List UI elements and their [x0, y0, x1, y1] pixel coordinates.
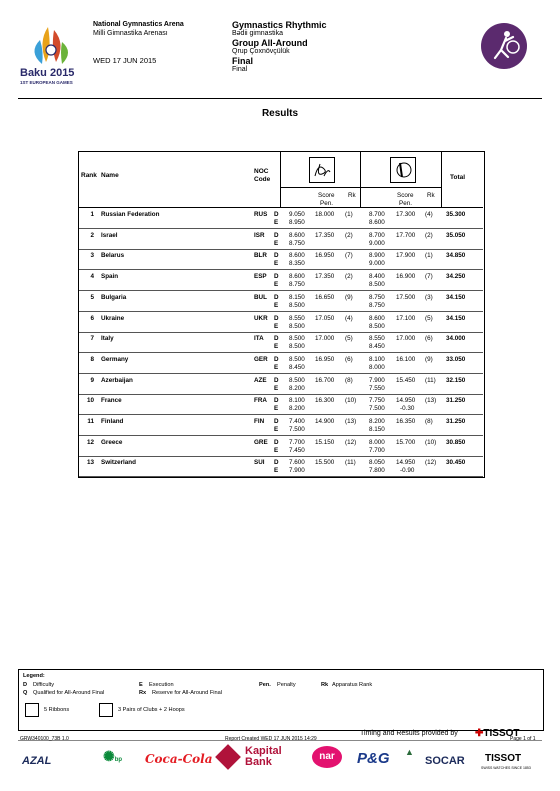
col-rank: Rank	[81, 172, 97, 179]
cell-a2-rk: (3)	[425, 293, 433, 301]
cell-a1-score: 15.500	[315, 459, 335, 467]
cell-a2-score: 17.300	[396, 211, 416, 218]
table-row	[79, 229, 483, 250]
table-row	[79, 208, 483, 229]
cell-a2-d: 7.900	[369, 376, 385, 384]
difficulty-label: D	[274, 355, 279, 363]
execution-label: E	[274, 343, 279, 351]
cell-rank: 7	[90, 335, 94, 343]
tissot-logo: ✚TISSOT	[475, 728, 520, 739]
cell-a1-rk: (12)	[345, 438, 357, 446]
cell-a1-score: 16.700	[315, 376, 335, 384]
legend-key: Rx	[139, 690, 147, 696]
cell-name: Belarus	[101, 252, 125, 260]
cell-total: 31.250	[446, 397, 466, 405]
cell-total: 34.250	[446, 273, 466, 281]
cell-a2-pen: -0.90	[400, 467, 415, 475]
cell-a1-rk: (2)	[345, 231, 353, 239]
table-row	[79, 249, 483, 270]
cell-a2-score: 17.700	[396, 231, 416, 239]
table-row	[79, 312, 483, 333]
cell-a1-d: 8.600	[289, 252, 305, 260]
cell-noc: BUL	[254, 293, 267, 301]
cell-rank: 13	[86, 459, 94, 467]
cell-a2-score: 15.700	[396, 438, 416, 446]
legend-text: Reserve for All-Around Final	[152, 690, 222, 696]
ribbons-icon	[25, 703, 39, 717]
cell-a1-score: 16.650	[315, 293, 335, 301]
cell-a1-score: 16.950	[315, 355, 335, 363]
legend-text: Qualified for All-Around Final	[33, 690, 105, 696]
legend-text: Execution	[149, 682, 174, 688]
cell-a1-e: 7.500	[289, 426, 305, 433]
sport-title: Gymnastics Rhythmic	[232, 20, 327, 30]
cell-a2-e: 9.000	[369, 239, 385, 247]
cell-rank: 3	[90, 252, 94, 260]
cell-a2-score: 15.450	[396, 376, 416, 384]
cell-rank: 5	[90, 293, 94, 301]
cell-a2-d: 8.050	[369, 459, 385, 467]
cell-a1-d: 8.500	[289, 355, 305, 363]
cell-a1-d: 9.050	[289, 211, 305, 218]
event-title: Group All-Around	[232, 38, 308, 48]
sponsor-nar: nar	[312, 746, 342, 768]
difficulty-label: D	[274, 252, 279, 260]
cell-total: 34.150	[446, 314, 466, 322]
cell-a2-e: 7.500	[369, 405, 385, 413]
cell-rank: 10	[86, 397, 94, 405]
legend-key: D	[23, 682, 28, 688]
cell-rank: 11	[87, 418, 94, 425]
a1-pen-head: Pen.	[320, 200, 333, 207]
cell-name: Greece	[101, 438, 123, 446]
sponsor-socar: SOCAR	[425, 755, 465, 767]
logo-subtext: 1ST EUROPEAN GAMES	[20, 80, 73, 85]
cell-a2-score: 17.100	[396, 314, 416, 322]
cell-a1-rk: (11)	[345, 459, 356, 467]
cell-a2-e: 7.550	[369, 384, 385, 392]
a2-score-head: Score	[397, 192, 414, 199]
difficulty-label: D	[274, 211, 279, 218]
sponsor-kapital-bank: Kapital Bank	[245, 745, 282, 768]
execution-label: E	[274, 239, 279, 247]
cell-a2-e: 8.600	[369, 219, 385, 226]
cell-name: Azerbaijan	[101, 376, 133, 384]
cell-a2-score: 17.900	[396, 252, 416, 260]
cell-a1-rk: (2)	[345, 273, 353, 281]
cell-rank: 9	[90, 376, 94, 384]
sport-title-local: Bədii gimnastika	[232, 29, 283, 37]
execution-label: E	[274, 363, 279, 371]
header-divider	[18, 98, 542, 99]
cell-a2-rk: (4)	[425, 211, 433, 218]
cell-name: Bulgaria	[101, 293, 127, 301]
cell-total: 32.150	[446, 376, 466, 384]
cell-a1-rk: (5)	[345, 335, 353, 343]
cell-rank: 2	[90, 231, 94, 239]
cell-noc: GER	[254, 355, 268, 363]
table-row	[79, 456, 483, 477]
a2-rk-head: Rk	[427, 192, 435, 199]
cell-name: Finland	[101, 418, 124, 425]
cell-a2-d: 8.700	[369, 231, 385, 239]
event-block	[232, 21, 327, 74]
cell-a1-e: 8.750	[289, 239, 305, 247]
difficulty-label: D	[274, 231, 279, 239]
legend-text: Penalty	[277, 682, 296, 688]
cell-a2-rk: (1)	[425, 252, 433, 260]
table-row	[79, 270, 483, 291]
difficulty-label: D	[274, 273, 279, 281]
execution-label: E	[274, 260, 279, 268]
cell-a1-rk: (10)	[345, 397, 357, 405]
cell-a1-rk: (8)	[345, 376, 353, 384]
cell-total: 30.450	[446, 459, 466, 467]
cell-total: 34.000	[446, 335, 466, 343]
cell-total: 35.050	[446, 231, 466, 239]
col-divider	[360, 151, 361, 208]
timing-credit: Timing and Results provided by	[360, 730, 458, 737]
execution-label: E	[274, 281, 279, 289]
cell-a2-d: 8.600	[369, 314, 385, 322]
cell-noc: UKR	[254, 314, 268, 322]
cell-a2-rk: (8)	[425, 418, 433, 425]
cell-noc: FRA	[254, 397, 267, 405]
cell-a2-d: 8.100	[369, 355, 385, 363]
cell-a1-score: 16.950	[315, 252, 335, 260]
cell-a1-e: 7.900	[289, 467, 305, 475]
cell-a2-d: 8.900	[369, 252, 385, 260]
cell-name: Israel	[101, 231, 118, 239]
cell-rank: 12	[86, 438, 94, 446]
legend-key: E	[139, 682, 143, 688]
cell-a2-pen: -0.30	[400, 405, 415, 413]
table-row	[79, 291, 483, 312]
cell-noc: GRE	[254, 438, 268, 446]
cell-a2-d: 8.750	[369, 293, 385, 301]
cell-a2-rk: (13)	[425, 397, 437, 405]
cell-total: 35.300	[446, 211, 466, 218]
cell-a2-e: 8.450	[369, 343, 385, 351]
cell-noc: BLR	[254, 252, 267, 260]
cell-a1-score: 15.150	[315, 438, 335, 446]
cell-noc: ESP	[254, 273, 267, 281]
cell-noc: RUS	[254, 211, 268, 218]
cell-a1-d: 7.400	[289, 418, 305, 425]
sponsor-pg: P&G	[357, 750, 390, 767]
execution-label: E	[274, 384, 279, 392]
a2-pen-head: Pen.	[399, 200, 412, 207]
cell-a1-rk: (4)	[345, 314, 353, 322]
cell-total: 33.050	[446, 355, 466, 363]
col-total: Total	[450, 174, 466, 181]
col-noc: NOC Code	[254, 168, 271, 183]
cell-name: Switzerland	[101, 459, 136, 467]
legend	[18, 669, 544, 731]
cell-rank: 4	[90, 273, 94, 281]
cell-a2-d: 7.750	[369, 397, 385, 405]
cell-a2-score: 14.950	[396, 459, 416, 467]
cell-a2-d: 8.700	[369, 211, 385, 218]
legend-text: Apparatus Rank	[332, 682, 373, 688]
cell-a1-score: 14.900	[315, 418, 335, 425]
cell-noc: AZE	[254, 376, 267, 384]
cell-a2-rk: (12)	[425, 459, 437, 467]
cell-a1-rk: (1)	[345, 211, 353, 218]
cell-a1-d: 8.600	[289, 231, 305, 239]
cell-a1-rk: (13)	[345, 418, 357, 425]
cell-total: 30.850	[446, 438, 466, 446]
cell-a1-e: 8.200	[289, 384, 305, 392]
legend-text: 3 Pairs of Clubs + 2 Hoops	[118, 707, 185, 713]
cell-a2-e: 8.500	[369, 281, 385, 289]
cell-a1-e: 8.500	[289, 301, 305, 309]
cell-a1-d: 7.600	[289, 459, 305, 467]
cell-noc: ITA	[254, 335, 264, 343]
cell-noc: ISR	[254, 231, 265, 239]
legend-key: Pen.	[259, 682, 271, 688]
cell-rank: 8	[90, 355, 94, 363]
cell-a1-rk: (7)	[345, 252, 353, 260]
col-name: Name	[101, 172, 119, 179]
clubs-hoops-icon	[99, 703, 113, 717]
cell-a1-d: 8.550	[289, 314, 305, 322]
report-code: GRW340100_73B 1.0	[20, 736, 69, 742]
cell-a2-score: 16.100	[396, 355, 416, 363]
difficulty-label: D	[274, 459, 279, 467]
legend-key: Q	[23, 690, 28, 696]
cell-a2-e: 7.700	[369, 446, 385, 454]
cell-name: Italy	[101, 335, 114, 343]
cell-a1-e: 8.450	[289, 363, 305, 371]
event-date: WED 17 JUN 2015	[93, 56, 157, 65]
execution-label: E	[274, 301, 279, 309]
cell-a2-e: 8.150	[369, 426, 385, 433]
cell-a2-rk: (10)	[425, 438, 437, 446]
cell-a1-d: 8.100	[289, 397, 305, 405]
table-row	[79, 353, 483, 374]
cell-a1-d: 8.150	[289, 293, 305, 301]
cell-a1-score: 16.300	[315, 397, 335, 405]
cell-a1-e: 8.350	[289, 260, 305, 268]
cell-rank: 6	[90, 314, 94, 322]
cell-a1-e: 8.950	[289, 219, 305, 226]
cell-a1-score: 17.050	[315, 314, 335, 322]
cell-a2-d: 8.200	[369, 418, 385, 425]
phase-title: Final	[232, 56, 254, 66]
cell-a2-e: 7.800	[369, 467, 385, 475]
cell-a2-score: 17.500	[396, 293, 416, 301]
table-row	[79, 374, 483, 395]
a1-rk-head: Rk	[348, 192, 356, 199]
cell-a1-e: 8.500	[289, 322, 305, 330]
page-title: Results	[261, 108, 299, 119]
cell-a2-e: 8.500	[369, 322, 385, 330]
cell-a1-d: 8.500	[289, 335, 305, 343]
legend-text: Difficulty	[33, 682, 55, 688]
table-row	[79, 394, 483, 415]
kapital-bank-icon	[215, 744, 241, 770]
legend-text: 5 Ribbons	[44, 707, 70, 713]
cell-a2-rk: (11)	[425, 376, 436, 384]
cell-a1-e: 7.450	[289, 446, 305, 454]
table-row	[79, 332, 483, 353]
execution-label: E	[274, 446, 279, 454]
event-title-local: Qrup Çoxnövçülük	[232, 47, 290, 55]
difficulty-label: D	[274, 335, 279, 343]
sponsor-coca-cola: Coca-Cola	[145, 752, 213, 766]
execution-label: E	[274, 405, 279, 413]
cell-a2-score: 16.900	[396, 273, 416, 281]
cell-a2-rk: (5)	[425, 314, 433, 322]
cell-total: 34.850	[446, 252, 466, 260]
venue-block	[93, 20, 184, 38]
cell-name: Ukraine	[101, 314, 125, 322]
cell-a1-rk: (6)	[345, 355, 353, 363]
page-number: Page 1 of 1	[510, 736, 536, 742]
clubs-hoops-icon	[390, 157, 416, 183]
cell-name: France	[101, 397, 122, 405]
sponsor-tissot: TISSOT	[485, 753, 522, 764]
difficulty-label: D	[274, 376, 279, 384]
difficulty-label: D	[274, 293, 279, 301]
cell-a2-d: 8.000	[369, 438, 385, 446]
difficulty-label: D	[274, 438, 279, 446]
cell-a2-rk: (7)	[425, 273, 433, 281]
execution-label: E	[274, 322, 279, 330]
a1-score-head: Score	[318, 192, 335, 199]
cell-a1-score: 18.000	[315, 211, 335, 218]
cell-noc: FIN	[254, 418, 265, 425]
cell-a2-score: 14.950	[396, 397, 416, 405]
difficulty-label: D	[274, 418, 279, 425]
cell-a2-score: 16.350	[396, 418, 416, 425]
cell-a1-d: 8.600	[289, 273, 305, 281]
sponsor-azal: AZAL	[22, 755, 52, 767]
cell-a2-e: 8.000	[369, 363, 385, 371]
cell-name: Germany	[101, 355, 129, 363]
cell-a2-d: 8.550	[369, 335, 385, 343]
socar-flame-icon: ▲	[405, 747, 414, 757]
cell-a1-e: 8.750	[289, 281, 305, 289]
cell-a1-d: 7.700	[289, 438, 305, 446]
cell-a2-e: 8.750	[369, 301, 385, 309]
logo-text: Baku 2015	[20, 67, 75, 79]
cell-a1-score: 17.350	[315, 231, 335, 239]
execution-label: E	[274, 467, 279, 475]
difficulty-label: D	[274, 314, 279, 322]
cell-a1-e: 8.500	[289, 343, 305, 351]
execution-label: E	[274, 426, 279, 433]
sponsor-bp: ✺bp	[103, 748, 123, 764]
phase-title-local: Final	[232, 65, 248, 73]
cell-a2-e: 9.000	[369, 260, 385, 268]
cell-name: Russian Federation	[101, 211, 160, 218]
cell-rank: 1	[90, 211, 94, 218]
col-divider	[280, 151, 281, 208]
cell-a2-score: 17.000	[396, 335, 416, 343]
tissot-tagline: SWISS WATCHES SINCE 1853	[481, 766, 531, 770]
cell-a2-rk: (2)	[425, 231, 433, 239]
report-created: Report Created WED 17 JUN 2015 14:29	[225, 736, 317, 742]
rhythmic-gymnastics-pictogram	[481, 23, 527, 69]
venue-name: National Gymnastics Arena	[93, 21, 184, 28]
cell-a2-rk: (9)	[425, 355, 433, 363]
table-row	[79, 436, 483, 457]
cell-a1-score: 17.000	[315, 335, 335, 343]
venue-name-local: Milli Gimnastika Arenası	[93, 30, 168, 37]
cell-total: 34.150	[446, 293, 466, 301]
execution-label: E	[274, 219, 279, 226]
cell-a2-rk: (6)	[425, 335, 433, 343]
col-divider	[441, 151, 442, 208]
ribbons-icon	[309, 157, 335, 183]
cell-a1-score: 17.350	[315, 273, 335, 281]
cell-noc: SUI	[254, 459, 265, 467]
cell-a1-e: 8.200	[289, 405, 305, 413]
difficulty-label: D	[274, 397, 279, 405]
legend-key: Rk	[321, 682, 329, 688]
cell-a1-rk: (9)	[345, 293, 353, 301]
cell-total: 31.250	[446, 418, 466, 425]
cell-a2-d: 8.400	[369, 273, 385, 281]
table-row	[79, 415, 483, 436]
cell-a1-d: 8.500	[289, 376, 305, 384]
col-divider	[280, 187, 441, 188]
legend-title: Legend:	[23, 673, 45, 679]
cell-name: Spain	[101, 273, 119, 281]
